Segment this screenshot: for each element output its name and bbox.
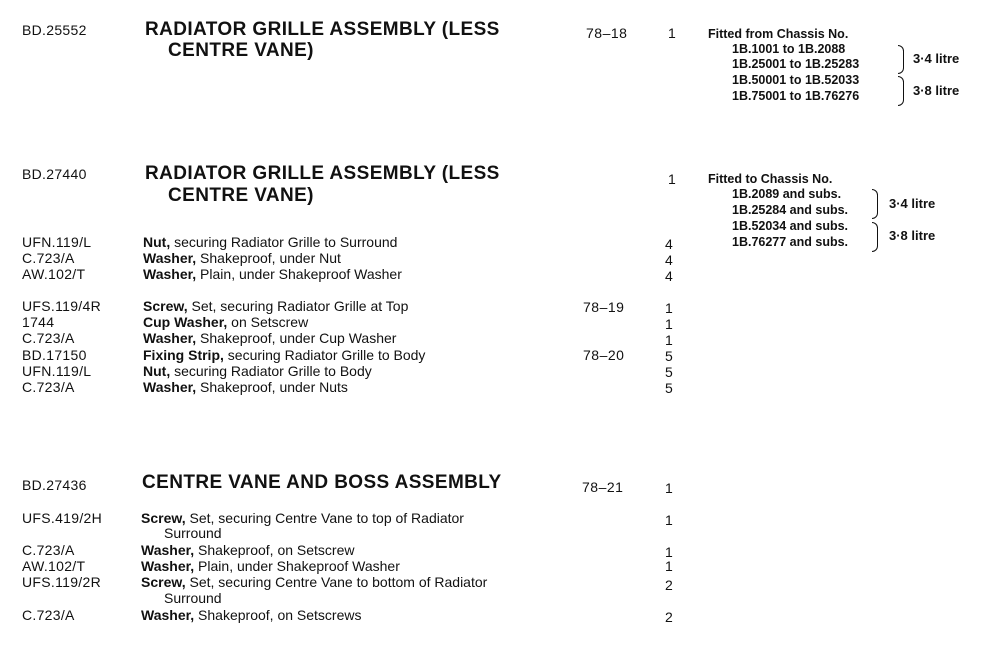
row-description-cont: Surround — [164, 525, 222, 541]
row-part-number: C.723/A — [22, 607, 75, 623]
row-description: Washer, Shakeproof, on Setscrews — [141, 607, 362, 623]
chassis-range: 1B.25284 and subs. — [732, 203, 849, 217]
chassis-range: 1B.25001 to 1B.25283 — [732, 57, 860, 71]
row-part-number: 1744 — [22, 314, 55, 330]
litre-label: 3·4 litre — [913, 51, 960, 66]
chassis-range: 1B.52034 and subs. — [732, 219, 849, 233]
litre-label: 3·8 litre — [913, 83, 960, 98]
row-quantity: 1 — [665, 300, 673, 316]
row-part-number: C.723/A — [22, 379, 75, 395]
row-description: Nut, securing Radiator Grille to Surround — [143, 234, 398, 250]
chassis-range: 1B.2089 and subs. — [732, 187, 842, 201]
row-plate-ref: 78–19 — [583, 299, 625, 315]
row-part-number: UFS.119/4R — [22, 298, 101, 314]
row-part-number: AW.102/T — [22, 558, 86, 574]
row-description: Washer, Shakeproof, on Setscrew — [141, 542, 355, 558]
row-part-number: BD.17150 — [22, 347, 87, 363]
assembly-title-line1: RADIATOR GRILLE ASSEMBLY (LESS — [145, 19, 500, 40]
row-part-number: C.723/A — [22, 330, 75, 346]
brace-bracket — [898, 45, 904, 74]
row-part-number: UFN.119/L — [22, 363, 92, 379]
row-quantity: 5 — [665, 380, 673, 396]
litre-label: 3·4 litre — [889, 196, 936, 211]
brace-bracket — [898, 76, 904, 106]
row-description: Washer, Shakeproof, under Nuts — [143, 379, 348, 395]
chassis-range: 1B.50001 to 1B.52033 — [732, 73, 860, 87]
chassis-range: 1B.75001 to 1B.76276 — [732, 89, 860, 103]
row-quantity: 1 — [665, 558, 673, 574]
brace-bracket — [872, 222, 878, 252]
assembly-title-line2: CENTRE VANE) — [168, 185, 314, 206]
row-quantity: 2 — [665, 609, 673, 625]
row-quantity: 4 — [665, 252, 673, 268]
assembly-title-line1: RADIATOR GRILLE ASSEMBLY (LESS — [145, 163, 500, 184]
row-description: Washer, Shakeproof, under Nut — [143, 250, 341, 266]
plate-ref: 78–21 — [582, 479, 624, 495]
part-number: BD.27436 — [22, 477, 87, 493]
row-description: Washer, Plain, under Shakeproof Washer — [141, 558, 400, 574]
row-quantity: 1 — [665, 332, 673, 348]
row-description: Washer, Shakeproof, under Cup Washer — [143, 330, 397, 346]
note-heading: Fitted from Chassis No. — [708, 27, 849, 41]
row-description: Screw, Set, securing Radiator Grille at Top — [143, 298, 409, 314]
row-description: Cup Washer, on Setscrew — [143, 314, 309, 330]
row-quantity: 5 — [665, 348, 673, 364]
row-part-number: UFN.119/L — [22, 234, 92, 250]
row-part-number: UFS.419/2H — [22, 510, 103, 526]
row-part-number: AW.102/T — [22, 266, 86, 282]
part-number: BD.27440 — [22, 166, 87, 182]
assembly-title-line2: CENTRE VANE) — [168, 40, 314, 61]
litre-label: 3·8 litre — [889, 228, 936, 243]
row-plate-ref: 78–20 — [583, 347, 625, 363]
row-part-number: UFS.119/2R — [22, 574, 101, 590]
row-part-number: C.723/A — [22, 250, 75, 266]
quantity: 1 — [668, 25, 676, 41]
row-quantity: 4 — [665, 236, 673, 252]
row-description: Nut, securing Radiator Grille to Body — [143, 363, 372, 379]
chassis-range: 1B.76277 and subs. — [732, 235, 849, 249]
brace-bracket — [872, 189, 878, 219]
row-description: Fixing Strip, securing Radiator Grille to Body — [143, 347, 426, 363]
row-description: Screw, Set, securing Centre Vane to bottom of Radiator — [141, 574, 488, 590]
row-quantity: 1 — [665, 512, 673, 528]
quantity: 1 — [665, 480, 673, 496]
chassis-range: 1B.1001 to 1B.2088 — [732, 42, 846, 56]
row-description: Washer, Plain, under Shakeproof Washer — [143, 266, 402, 282]
row-quantity: 5 — [665, 364, 673, 380]
assembly-title: CENTRE VANE AND BOSS ASSEMBLY — [142, 472, 502, 493]
row-quantity: 4 — [665, 268, 673, 284]
row-description-cont: Surround — [164, 590, 222, 606]
part-number: BD.25552 — [22, 22, 87, 38]
row-quantity: 1 — [665, 316, 673, 332]
row-part-number: C.723/A — [22, 542, 75, 558]
quantity: 1 — [668, 171, 676, 187]
row-description: Screw, Set, securing Centre Vane to top of Radiator — [141, 510, 464, 526]
row-quantity: 1 — [665, 544, 673, 560]
row-quantity: 2 — [665, 577, 673, 593]
note-heading: Fitted to Chassis No. — [708, 172, 833, 186]
plate-ref: 78–18 — [586, 25, 628, 41]
